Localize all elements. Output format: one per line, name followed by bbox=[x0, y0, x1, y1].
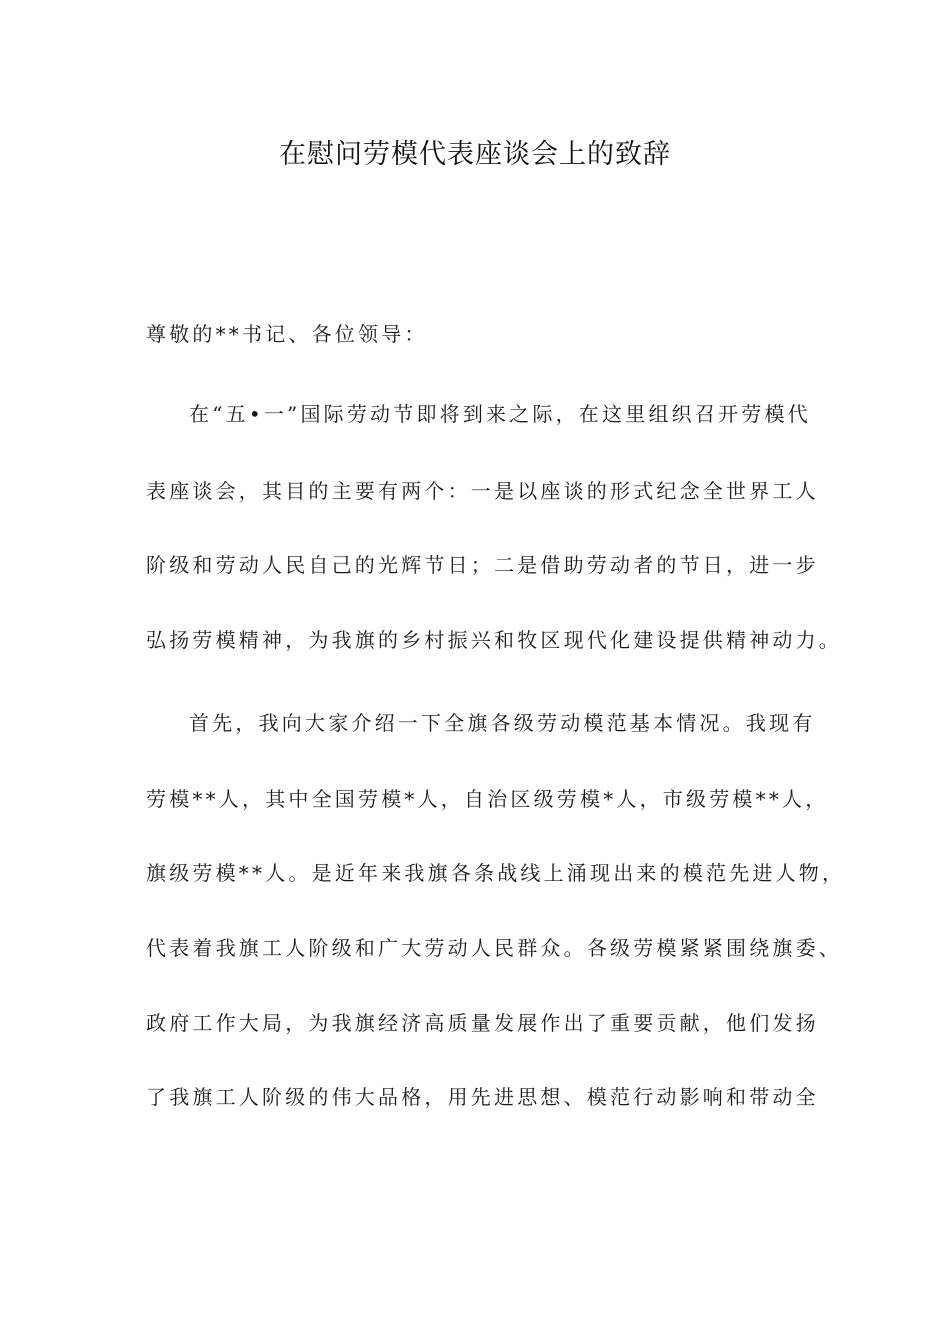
document-title: 在慰问劳模代表座谈会上的致辞 bbox=[279, 139, 671, 170]
paragraph1-line: 弘扬劳模精神，为我旗的乡村振兴和牧区现代化建设提供精神动力。 bbox=[146, 628, 842, 652]
paragraph2-line: 旗级劳模**人。是近年来我旗各条战线上涌现出来的模范先进人物， bbox=[146, 861, 846, 885]
salutation: 尊敬的**书记、各位领导： bbox=[146, 322, 428, 346]
paragraph2-line: 政府工作大局，为我旗经济高质量发展作出了重要贡献，他们发扬 bbox=[146, 1011, 819, 1035]
paragraph2-line: 了我旗工人阶级的伟大品格，用先进思想、模范行动影响和带动全 bbox=[146, 1085, 819, 1109]
paragraph1-line: 阶级和劳动人民自己的光辉节日；二是借助劳动者的节日，进一步 bbox=[146, 553, 819, 577]
paragraph1-line: 在“五•一”国际劳动节即将到来之际，在这里组织召开劳模代 bbox=[189, 402, 811, 426]
paragraph2-line: 劳模**人，其中全国劳模*人，自治区级劳模*人，市级劳模**人， bbox=[146, 787, 829, 811]
paragraph1-line: 表座谈会，其目的主要有两个：一是以座谈的形式纪念全世界工人 bbox=[146, 479, 819, 503]
paragraph2-line: 代表着我旗工人阶级和广大劳动人民群众。各级劳模紧紧围绕旗委、 bbox=[146, 936, 842, 960]
paragraph2-line: 首先，我向大家介绍一下全旗各级劳动模范基本情况。我现有 bbox=[189, 711, 816, 735]
